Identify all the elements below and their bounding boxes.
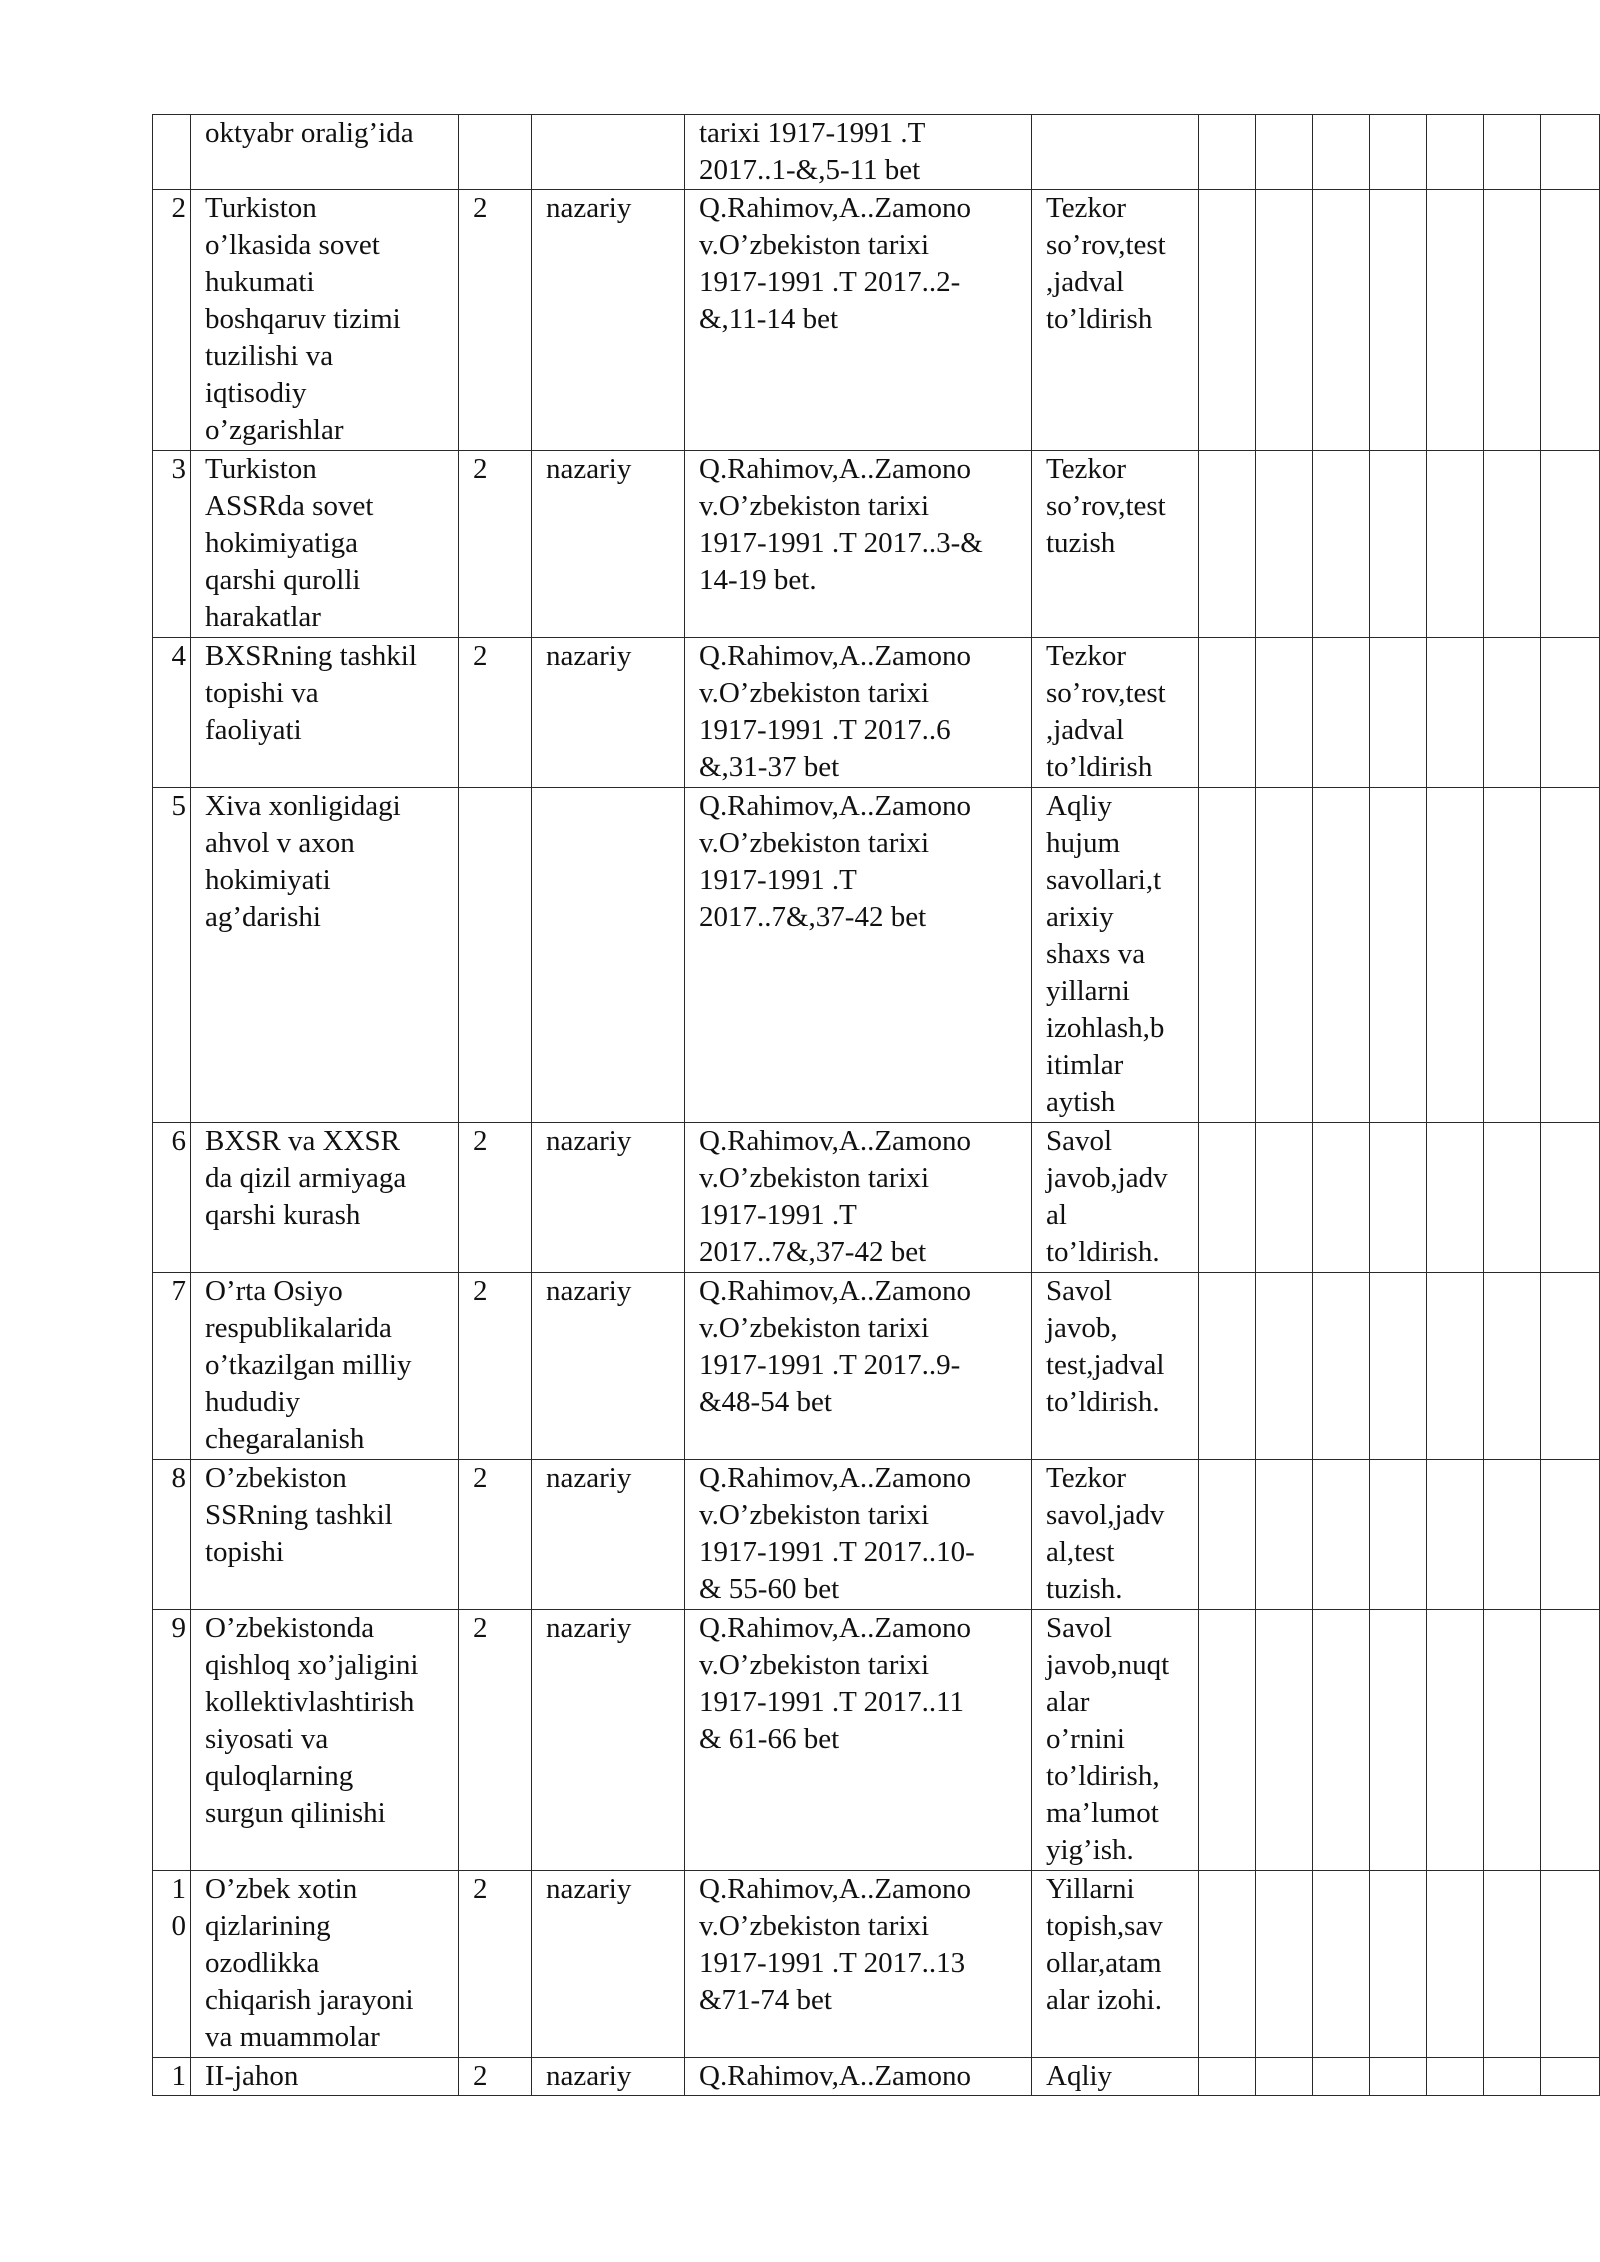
row-number-cell: 7 (153, 1273, 191, 1460)
empty-cell (1427, 190, 1484, 451)
row-number-cell: 1 0 (153, 1871, 191, 2058)
empty-cell (1256, 1610, 1313, 1871)
topic-cell: O’zbek xotin qizlarining ozodlikka chiqarish jarayoni va muammolar (191, 1871, 459, 2058)
table-row (153, 451, 1600, 638)
empty-cell (1313, 115, 1370, 190)
method-cell: Savol javob,nuqt alar o’rnini to’ldirish, ma’lumot yig’ish. (1032, 1610, 1199, 1871)
empty-cell (1427, 2058, 1484, 2096)
empty-cell (1199, 1123, 1256, 1273)
table-row (153, 638, 1600, 788)
empty-cell (1370, 1273, 1427, 1460)
empty-cell (1541, 1273, 1600, 1460)
topic-cell: O’zbekistonda qishloq xo’jaligini kollektivlashtirish siyosati va quloqlarning surgun qilinishi (191, 1610, 459, 1871)
hours-cell: 2 (459, 1460, 532, 1610)
literature-cell: Q.Rahimov,A..Zamono (685, 2058, 1032, 2096)
lesson-type-cell: nazariy (532, 2058, 685, 2096)
hours-cell: 2 (459, 451, 532, 638)
empty-cell (1199, 638, 1256, 788)
row-number-cell: 9 (153, 1610, 191, 1871)
row-number-cell: 3 (153, 451, 191, 638)
empty-cell (1484, 1123, 1541, 1273)
method-cell: Aqliy (1032, 2058, 1199, 2096)
hours-cell: 2 (459, 1273, 532, 1460)
empty-cell (1541, 115, 1600, 190)
topic-cell: Xiva xonligidagi ahvol v axon hokimiyati ag’darishi (191, 788, 459, 1123)
row-number-cell (153, 115, 191, 190)
empty-cell (1313, 1610, 1370, 1871)
method-cell: Tezkor so’rov,test tuzish (1032, 451, 1199, 638)
empty-cell (1313, 1460, 1370, 1610)
empty-cell (1541, 638, 1600, 788)
table-row (153, 1460, 1600, 1610)
empty-cell (1427, 1871, 1484, 2058)
row-number-cell: 4 (153, 638, 191, 788)
row-number-cell: 8 (153, 1460, 191, 1610)
empty-cell (1256, 115, 1313, 190)
literature-cell: Q.Rahimov,A..Zamono v.O’zbekiston tarixi 1917-1991 .T 2017..9- &48-54 bet (685, 1273, 1032, 1460)
method-cell: Tezkor so’rov,test ,jadval to’ldirish (1032, 638, 1199, 788)
empty-cell (1541, 1610, 1600, 1871)
row-number-cell: 6 (153, 1123, 191, 1273)
literature-cell: Q.Rahimov,A..Zamono v.O’zbekiston tarixi 1917-1991 .T 2017..6 &,31-37 bet (685, 638, 1032, 788)
lesson-type-cell: nazariy (532, 1871, 685, 2058)
lesson-type-cell: nazariy (532, 638, 685, 788)
empty-cell (1541, 788, 1600, 1123)
empty-cell (1256, 1871, 1313, 2058)
empty-cell (1313, 451, 1370, 638)
hours-cell: 2 (459, 2058, 532, 2096)
table-row (153, 1273, 1600, 1460)
empty-cell (1313, 788, 1370, 1123)
topic-cell: BXSRning tashkil topishi va faoliyati (191, 638, 459, 788)
table-body (153, 115, 1600, 2096)
method-cell: Savol javob, test,jadval to’ldirish. (1032, 1273, 1199, 1460)
empty-cell (1199, 1610, 1256, 1871)
empty-cell (1484, 1273, 1541, 1460)
topic-cell: Turkiston o’lkasida sovet hukumati boshqaruv tizimi tuzilishi va iqtisodiy o’zgarishlar (191, 190, 459, 451)
empty-cell (1313, 190, 1370, 451)
empty-cell (1256, 190, 1313, 451)
lesson-type-cell (532, 115, 685, 190)
empty-cell (1541, 1460, 1600, 1610)
hours-cell: 2 (459, 190, 532, 451)
empty-cell (1370, 1460, 1427, 1610)
empty-cell (1541, 190, 1600, 451)
row-number-cell: 5 (153, 788, 191, 1123)
empty-cell (1313, 1273, 1370, 1460)
hours-cell: 2 (459, 1871, 532, 2058)
row-number-cell: 1 (153, 2058, 191, 2096)
empty-cell (1256, 451, 1313, 638)
empty-cell (1256, 1123, 1313, 1273)
table-row (153, 1610, 1600, 1871)
empty-cell (1370, 1871, 1427, 2058)
lesson-type-cell: nazariy (532, 1123, 685, 1273)
empty-cell (1484, 1460, 1541, 1610)
literature-cell: Q.Rahimov,A..Zamono v.O’zbekiston tarixi 1917-1991 .T 2017..7&,37-42 bet (685, 1123, 1032, 1273)
empty-cell (1541, 451, 1600, 638)
empty-cell (1427, 1460, 1484, 1610)
table-row (153, 1123, 1600, 1273)
empty-cell (1199, 1871, 1256, 2058)
empty-cell (1199, 115, 1256, 190)
literature-cell: Q.Rahimov,A..Zamono v.O’zbekiston tarixi 1917-1991 .T 2017..10- & 55-60 bet (685, 1460, 1032, 1610)
empty-cell (1256, 1460, 1313, 1610)
empty-cell (1199, 1460, 1256, 1610)
empty-cell (1484, 115, 1541, 190)
lesson-plan-table (152, 114, 1600, 2096)
method-cell (1032, 115, 1199, 190)
empty-cell (1484, 1871, 1541, 2058)
literature-cell: tarixi 1917-1991 .T 2017..1-&,5-11 bet (685, 115, 1032, 190)
empty-cell (1370, 451, 1427, 638)
empty-cell (1199, 190, 1256, 451)
empty-cell (1427, 1610, 1484, 1871)
empty-cell (1256, 2058, 1313, 2096)
empty-cell (1199, 788, 1256, 1123)
empty-cell (1313, 1871, 1370, 2058)
literature-cell: Q.Rahimov,A..Zamono v.O’zbekiston tarixi 1917-1991 .T 2017..2- &,11-14 bet (685, 190, 1032, 451)
empty-cell (1427, 115, 1484, 190)
lesson-type-cell: nazariy (532, 1610, 685, 1871)
method-cell: Tezkor savol,jadv al,test tuzish. (1032, 1460, 1199, 1610)
literature-cell: Q.Rahimov,A..Zamono v.O’zbekiston tarixi 1917-1991 .T 2017..13 &71-74 bet (685, 1871, 1032, 2058)
table-row (153, 788, 1600, 1123)
literature-cell: Q.Rahimov,A..Zamono v.O’zbekiston tarixi 1917-1991 .T 2017..7&,37-42 bet (685, 788, 1032, 1123)
empty-cell (1199, 2058, 1256, 2096)
empty-cell (1313, 2058, 1370, 2096)
topic-cell: BXSR va XXSR da qizil armiyaga qarshi kurash (191, 1123, 459, 1273)
empty-cell (1370, 788, 1427, 1123)
empty-cell (1484, 451, 1541, 638)
table-row (153, 2058, 1600, 2096)
empty-cell (1484, 788, 1541, 1123)
hours-cell: 2 (459, 1123, 532, 1273)
table-row (153, 190, 1600, 451)
empty-cell (1313, 638, 1370, 788)
row-number-cell: 2 (153, 190, 191, 451)
empty-cell (1370, 115, 1427, 190)
empty-cell (1427, 451, 1484, 638)
empty-cell (1541, 1123, 1600, 1273)
topic-cell: O’rta Osiyo respublikalarida o’tkazilgan milliy hududiy chegaralanish (191, 1273, 459, 1460)
empty-cell (1484, 2058, 1541, 2096)
empty-cell (1199, 451, 1256, 638)
empty-cell (1370, 638, 1427, 788)
hours-cell: 2 (459, 638, 532, 788)
literature-cell: Q.Rahimov,A..Zamono v.O’zbekiston tarixi 1917-1991 .T 2017..3-& 14-19 bet. (685, 451, 1032, 638)
hours-cell (459, 788, 532, 1123)
topic-cell: II-jahon (191, 2058, 459, 2096)
empty-cell (1370, 190, 1427, 451)
literature-cell: Q.Rahimov,A..Zamono v.O’zbekiston tarixi 1917-1991 .T 2017..11 & 61-66 bet (685, 1610, 1032, 1871)
table-row (153, 115, 1600, 190)
empty-cell (1484, 638, 1541, 788)
method-cell: Savol javob,jadv al to’ldirish. (1032, 1123, 1199, 1273)
empty-cell (1541, 1871, 1600, 2058)
empty-cell (1199, 1273, 1256, 1460)
method-cell: Yillarni topish,sav ollar,atam alar izohi. (1032, 1871, 1199, 2058)
topic-cell: oktyabr oralig’ida (191, 115, 459, 190)
lesson-type-cell: nazariy (532, 1460, 685, 1610)
empty-cell (1484, 190, 1541, 451)
topic-cell: O’zbekiston SSRning tashkil topishi (191, 1460, 459, 1610)
empty-cell (1256, 788, 1313, 1123)
empty-cell (1313, 1123, 1370, 1273)
method-cell: Aqliy hujum savollari,t arixiy shaxs va yillarni izohlash,b itimlar aytish (1032, 788, 1199, 1123)
empty-cell (1427, 788, 1484, 1123)
topic-cell: Turkiston ASSRda sovet hokimiyatiga qarshi qurolli harakatlar (191, 451, 459, 638)
lesson-type-cell: nazariy (532, 451, 685, 638)
empty-cell (1427, 638, 1484, 788)
empty-cell (1541, 2058, 1600, 2096)
empty-cell (1256, 1273, 1313, 1460)
empty-cell (1427, 1273, 1484, 1460)
lesson-type-cell (532, 788, 685, 1123)
empty-cell (1427, 1123, 1484, 1273)
lesson-type-cell: nazariy (532, 1273, 685, 1460)
lesson-type-cell: nazariy (532, 190, 685, 451)
method-cell: Tezkor so’rov,test ,jadval to’ldirish (1032, 190, 1199, 451)
table-row (153, 1871, 1600, 2058)
hours-cell (459, 115, 532, 190)
empty-cell (1370, 1123, 1427, 1273)
empty-cell (1370, 2058, 1427, 2096)
empty-cell (1256, 638, 1313, 788)
empty-cell (1484, 1610, 1541, 1871)
empty-cell (1370, 1610, 1427, 1871)
hours-cell: 2 (459, 1610, 532, 1871)
